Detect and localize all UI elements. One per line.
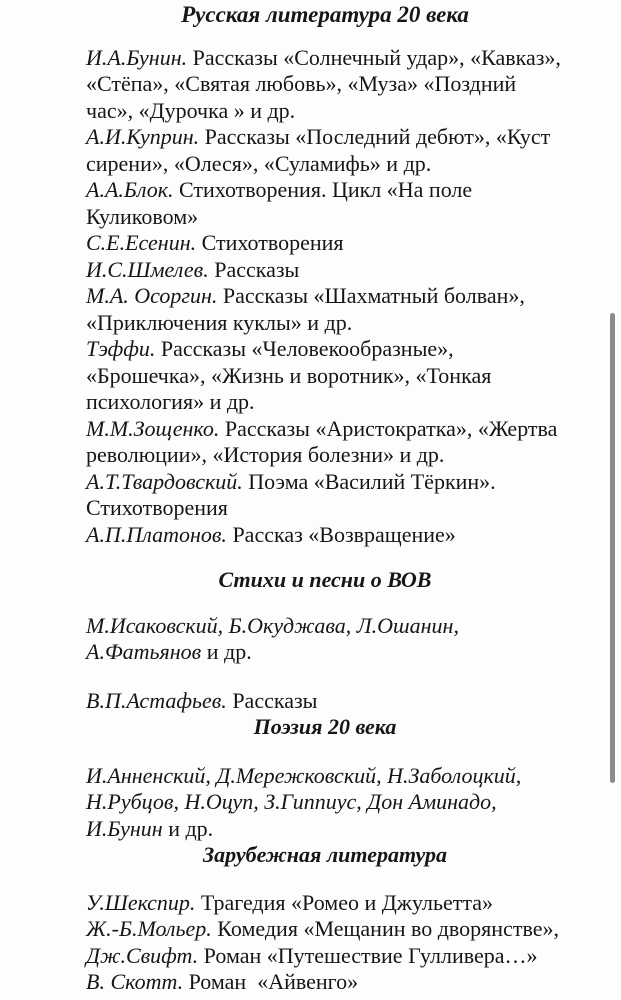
author-names: И.Анненский, Д.Мережковский, Н.Заболоцкий, Н.Рубцов, Н.Оцуп, З.Гиппиус, Дон Аминадо, И.Бунин (86, 762, 527, 841)
entry-works: Рассказы «Аристократка», «Жертва революции», «История болезни» и др. (86, 415, 563, 467)
entry-works: Рассказ «Возвращение» (232, 521, 456, 547)
author-name: А.И.Куприн. (86, 124, 200, 149)
author-name: В. Скотт. (86, 969, 184, 994)
page-title: Русская литература 20 века (181, 2, 469, 27)
entry-swift (86, 943, 564, 970)
entry-works: Стихотворения. Цикл «На поле Куликовом» (86, 177, 478, 229)
entry-tvardovsky (86, 469, 564, 522)
author-name: У.Шекспир. (86, 889, 196, 915)
entry-works: Комедия «Мещанин во дворянстве», (217, 916, 559, 941)
entry-works: Рассказы (214, 256, 300, 282)
entry-shmelev (86, 257, 564, 284)
entry-bunin (86, 44, 567, 125)
author-name: И.А.Бунин. (86, 44, 188, 70)
entry-blok (86, 177, 564, 230)
entry-zoshchenko (86, 416, 564, 469)
entry-kuprin (86, 124, 564, 177)
entry-works: Рассказы «Человекообразные», «Брошечка», «Жизнь и воротник», «Тонкая психология» и др. (86, 336, 497, 414)
author-name: Тэффи. (86, 336, 156, 361)
entry-moliere (86, 916, 564, 943)
entry-works: Роман «Айвенго» (188, 969, 359, 994)
entry-suffix: и др. (206, 639, 252, 664)
section-heading-foreign: Зарубежная литература (202, 842, 447, 867)
author-name: А.П.Платонов. (86, 521, 227, 547)
scrollbar-thumb[interactable] (610, 313, 615, 783)
entry-poetry-authors (86, 763, 564, 843)
entry-osorgin (86, 283, 564, 336)
author-name: М.А. Осоргин. (86, 283, 218, 308)
entry-works: Рассказы «Солнечный удар», «Кавказ», «Стёпа», «Святая любовь», «Муза» «Поздний час», «Дурочка » и др. (86, 44, 567, 123)
entry-works: Рассказы «Последний дебют», «Куст сирени», «Олеся», «Суламифь» и др. (86, 124, 556, 176)
author-name: А.А.Блок. (86, 177, 174, 202)
entry-platonov (86, 522, 564, 549)
entry-works: Рассказы «Шахматный болван», «Приключения куклы» и др. (86, 283, 531, 335)
author-name: А.Т.Твардовский. (86, 468, 243, 494)
author-name: И.С.Шмелев. (86, 256, 209, 282)
entry-works: Роман «Путешествие Гулливера…» (203, 942, 538, 968)
author-name: В.П.Астафьев. (86, 687, 227, 713)
section-heading-vov: Стихи и песни о ВОВ (218, 567, 432, 592)
author-name: М.М.Зощенко. (86, 415, 220, 441)
section-heading-poetry: Поэзия 20 века (253, 714, 397, 739)
author-names: М.Исаковский, Б.Окуджава, Л.Ошанин, А.Фатьянов (86, 612, 465, 664)
entry-works: Трагедия «Ромео и Джульетта» (200, 889, 494, 915)
author-name: Дж.Свифт. (86, 942, 199, 968)
entry-suffix: и др. (168, 815, 214, 841)
entry-works: Поэма «Василий Тёркин». Стихотворения (86, 468, 502, 520)
author-name: С.Е.Есенин. (86, 230, 197, 255)
entry-esenin (86, 230, 564, 257)
entry-scott (86, 969, 564, 996)
entry-vov-authors (86, 613, 564, 666)
entry-shakespeare (86, 890, 564, 917)
entry-works: Стихотворения (201, 230, 344, 255)
author-name: Ж.-Б.Мольер. (86, 916, 212, 941)
entry-teffi (86, 336, 564, 416)
entry-astafyev (86, 688, 564, 715)
entry-works: Рассказы (232, 687, 318, 713)
